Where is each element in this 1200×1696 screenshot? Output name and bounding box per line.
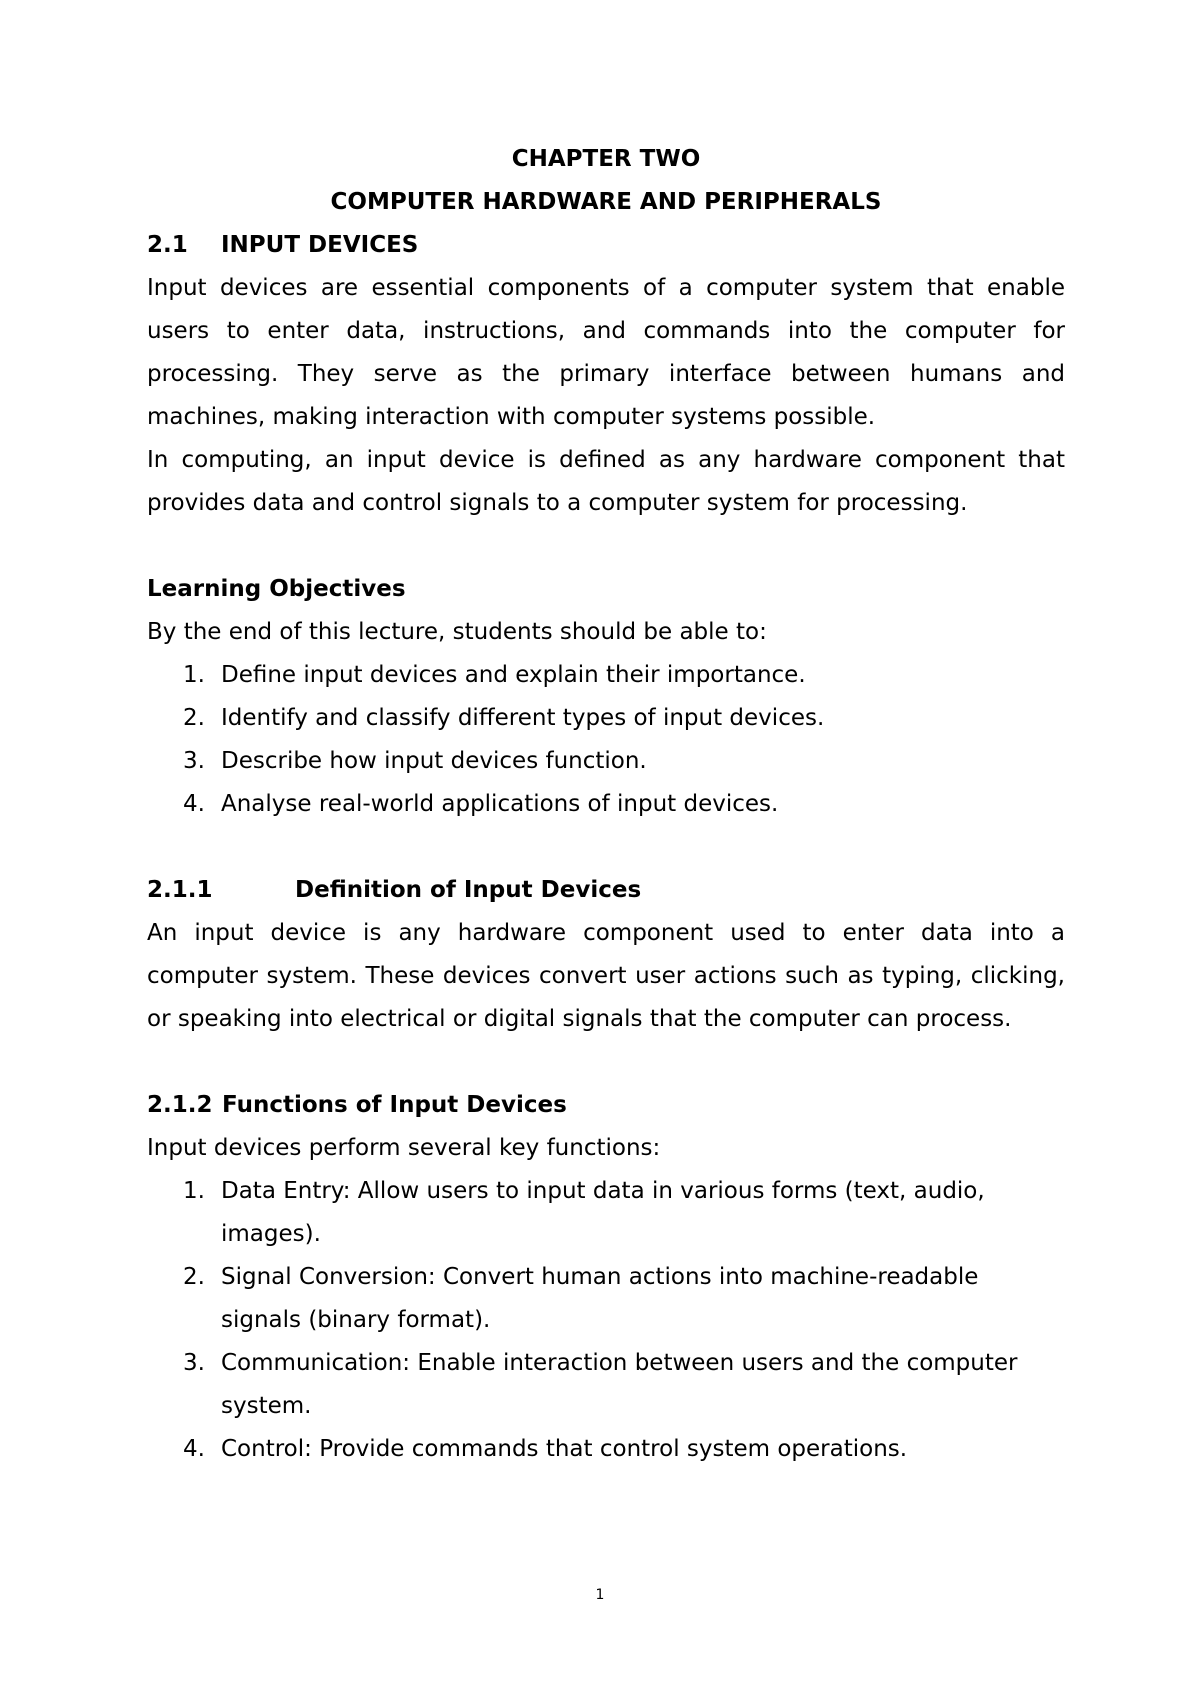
paragraph-computing-definition: In computing, an input device is defined as any hardware component that provides data and control signals to a computer system for processing. bbox=[147, 447, 1065, 516]
spacer bbox=[147, 1041, 1065, 1084]
spacer bbox=[147, 525, 1065, 568]
section-number: 2.1 bbox=[147, 232, 188, 258]
section-number: 2.1.1 bbox=[147, 877, 213, 903]
section-heading-2-1 bbox=[147, 224, 1065, 267]
section-title: Definition of Input Devices bbox=[295, 877, 642, 903]
functions-list bbox=[147, 1170, 1065, 1471]
section-title: Functions of Input Devices bbox=[222, 1092, 567, 1118]
list-item bbox=[147, 1256, 1065, 1342]
chapter-title: CHAPTER TWO bbox=[511, 146, 701, 172]
spacer bbox=[147, 826, 1065, 869]
list-item bbox=[147, 783, 1065, 826]
learning-objectives-intro: By the end of this lecture, students should be able to: bbox=[147, 619, 767, 645]
list-text: Communication: Enable interaction between users and the computer system. bbox=[221, 1350, 1018, 1419]
list-text: Control: Provide commands that control system operations. bbox=[221, 1436, 908, 1462]
section-number: 2.1.2 bbox=[147, 1092, 213, 1118]
list-number: 2. bbox=[183, 1264, 205, 1290]
list-number: 2. bbox=[183, 705, 205, 731]
list-number: 1. bbox=[183, 662, 205, 688]
paragraph-input-devices: Input devices are essential components of a computer system that enable users to enter data, instructions, and commands into the computer for processing. They serve as the primary interface between humans and machines, making interaction with computer systems possible. bbox=[147, 275, 1065, 430]
list-text: Describe how input devices function. bbox=[221, 748, 647, 774]
list-item bbox=[147, 740, 1065, 783]
list-text: Data Entry: Allow users to input data in various forms (text, audio, images). bbox=[221, 1178, 985, 1247]
list-item bbox=[147, 1170, 1065, 1256]
section-heading-2-1-2 bbox=[147, 1084, 1065, 1127]
list-item bbox=[147, 1342, 1065, 1428]
paragraph-definition: An input device is any hardware component used to enter data into a computer system. These devices convert user actions such as typing, clicking, or speaking into electrical or digital signals that the computer can process. bbox=[147, 920, 1065, 1032]
list-item bbox=[147, 654, 1065, 697]
list-number: 4. bbox=[183, 791, 205, 817]
list-item bbox=[147, 1428, 1065, 1471]
list-number: 3. bbox=[183, 1350, 205, 1376]
list-text: Identify and classify different types of input devices. bbox=[221, 705, 825, 731]
list-text: Define input devices and explain their importance. bbox=[221, 662, 806, 688]
page-number: 1 bbox=[595, 1587, 605, 1603]
list-text: Analyse real-world applications of input devices. bbox=[221, 791, 779, 817]
list-number: 4. bbox=[183, 1436, 205, 1462]
list-number: 3. bbox=[183, 748, 205, 774]
learning-objectives-heading: Learning Objectives bbox=[147, 576, 406, 602]
section-heading-2-1-1 bbox=[147, 869, 1065, 912]
list-item bbox=[147, 697, 1065, 740]
functions-intro: Input devices perform several key functions: bbox=[147, 1135, 661, 1161]
list-text: Signal Conversion: Convert human actions into machine-readable signals (binary format). bbox=[221, 1264, 979, 1333]
list-number: 1. bbox=[183, 1178, 205, 1204]
chapter-subtitle: COMPUTER HARDWARE AND PERIPHERALS bbox=[330, 189, 882, 215]
section-title: INPUT DEVICES bbox=[221, 232, 419, 258]
learning-objectives-list bbox=[147, 654, 1065, 826]
page-content bbox=[147, 138, 1065, 1471]
